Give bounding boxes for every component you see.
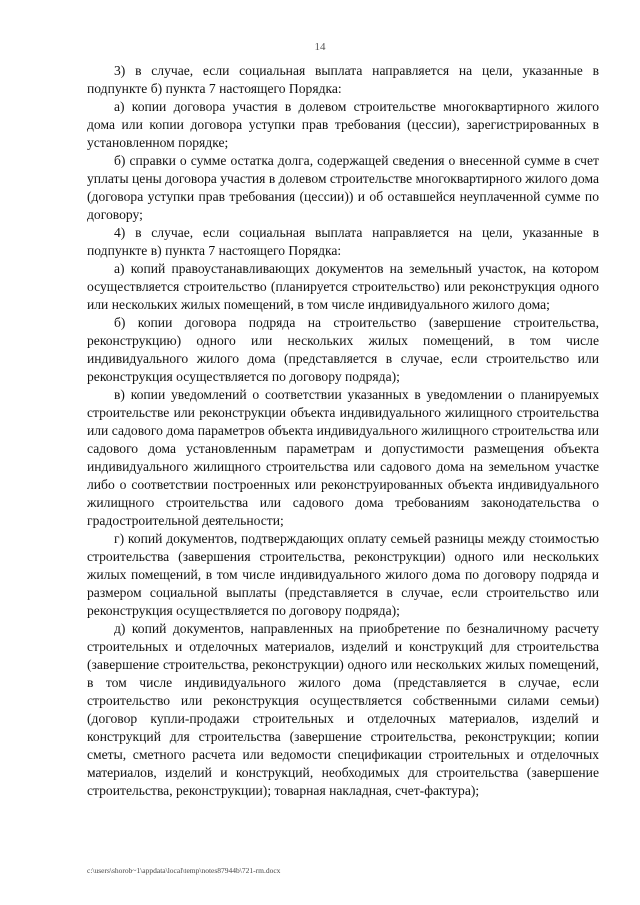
paragraph-item-4: 4) в случае, если социальная выплата направляется на цели, указанные в подпункте в) пункта 7 настоящего Порядка: <box>87 225 599 258</box>
document-body <box>87 62 599 800</box>
paragraph-item-4a: а) копий правоустанавливающих документов на земельный участок, на котором осуществляется строительство (планируется строительство) или реконструкция одного или нескольких жилых помещений, в том числе индивидуального жилого дома; <box>87 261 599 312</box>
paragraph-item-4b: б) копии договора подряда на строительство (завершение строительства, реконструкцию) одного или нескольких жилых помещений, в том числе индивидуального жилого дома (представляется в случае, если строительство или реконструкция осуществляется по договору подряда); <box>87 315 599 384</box>
paragraph-item-4g: г) копий документов, подтверждающих оплату семьей разницы между стоимостью строительства (завершения строительства, реконструкции) одного или нескольких жилых помещений, в том числе индивидуального жилого дома по договору подряда и размером социальной выплаты (представляется в случае, если строительство или реконструкция осуществляется по договору подряда); <box>87 531 599 618</box>
footer-file-path: c:\users\shorob~1\appdata\local\temp\notes87944b\721-rm.docx <box>87 866 281 875</box>
paragraph-item-4v: в) копии уведомлений о соответствии указанных в уведомлении о планируемых строительстве или реконструкции объекта индивидуального жилищного строительства или садового дома параметров объекта индивидуального жилищного строительства или садового дома установленным параметрам и допустимости размещения объекта индивидуального жилищного строительства или садового дома на земельном участке либо о соответствии построенных или реконструированных объекта индивидуального жилищного строительства или садового дома требованиям законодательства о градостроительной деятельности; <box>87 387 599 528</box>
paragraph-item-3b: б) справки о сумме остатка долга, содержащей сведения о внесенной сумме в счет уплаты цены договора участия в долевом строительстве многоквартирного жилого дома (договора уступки прав требования (цессии)) и об оставшейся неуплаченной сумме по договору; <box>87 153 599 222</box>
paragraph-item-4d: д) копий документов, направленных на приобретение по безналичному расчету строительных и отделочных материалов, изделий и конструкций для строительства (завершение строительства, реконструкции) одного или нескольких жилых помещений, в том числе индивидуального жилого дома (представляется в случае, если строительство или реконструкция осуществляется собственными силами семьи) (договор купли-продажи строительных и отделочных материалов, изделий и конструкций для строительства (завершение строительства, реконструкции; копии сметы, сметного расчета или ведомости спецификации строительных и отделочных материалов, изделий и конструкций, необходимых для строительства (завершение строительства, реконструкции); товарная накладная, счет-фактура); <box>87 621 599 798</box>
paragraph-item-3: 3) в случае, если социальная выплата направляется на цели, указанные в подпункте б) пункта 7 настоящего Порядка: <box>87 63 599 96</box>
paragraph-item-3a: а) копии договора участия в долевом строительстве многоквартирного жилого дома или копии договора уступки прав требования (цессии), зарегистрированных в установленном порядке; <box>87 99 599 150</box>
page-number: 14 <box>314 41 326 53</box>
